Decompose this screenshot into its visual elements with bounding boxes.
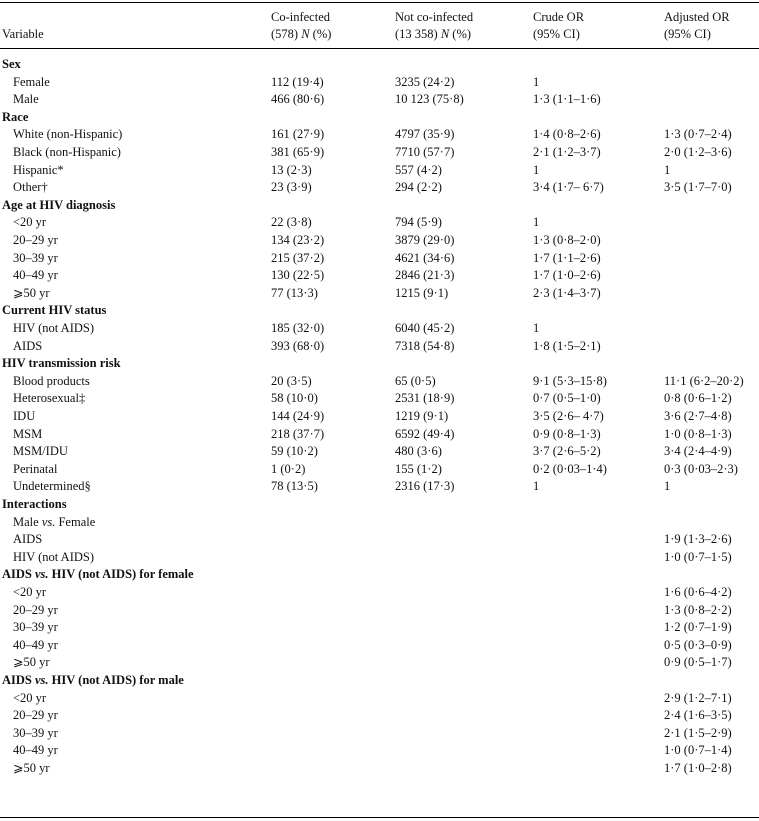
cell-adjusted-or: 2·9 (1·2–7·1) [664,690,732,705]
cell-adjusted-or: 1·3 (0·7–2·4) [664,127,732,142]
table-row [0,320,759,338]
table-row [0,144,759,162]
table-row [0,654,759,672]
cell-not-coinfected: 4621 (34·6) [395,250,455,265]
table-row [0,267,759,285]
header-bottom-rule [0,48,759,49]
cell-not-coinfected: 3879 (29·0) [395,233,455,247]
row-label: AIDS [13,532,43,547]
row-label: MSM/IDU [13,444,68,459]
cell-crude-or: 1 [533,215,540,230]
row-label: 40–49 yr [13,268,58,283]
cell-crude-or: 0·9 (0·8–1·3) [533,426,601,441]
cell-crude-or: 1·7 (1·0–2·6) [533,268,601,283]
cell-not-coinfected: 6040 (45·2) [395,321,455,335]
section-header-row [0,672,759,690]
section-header-row [0,56,759,74]
cell-crude-or: 1·7 (1·1–2·6) [533,250,601,265]
table-row [0,338,759,356]
table-row [0,760,759,778]
row-label: 30–39 yr [13,620,58,635]
header-variable-label: Variable [2,27,44,41]
cell-adjusted-or: 0·9 (0·5–1·7) [664,655,732,670]
row-label: HIV (not AIDS) [13,549,95,564]
row-label: 30–39 yr [13,725,58,740]
cell-coinfected: 218 (37·7) [271,426,325,441]
table-row [0,619,759,637]
cell-coinfected: 112 (19·4) [271,74,324,89]
row-label: 40–49 yr [13,743,58,758]
table-row [0,742,759,760]
table-row [0,514,759,532]
row-label: Perinatal [13,461,58,476]
section-label: Sex [2,57,21,71]
row-label: Male [13,92,39,107]
table-bottom-rule [0,817,759,818]
table-row [0,584,759,602]
table-row [0,690,759,708]
section-header-row [0,197,759,215]
table-row [0,602,759,620]
table-row [0,531,759,549]
section-label: Race [2,109,29,124]
cell-adjusted-or: 1·6 (0·6–4·2) [664,585,732,599]
row-label: Male vs. Female [13,514,96,529]
cell-not-coinfected: 6592 (49·4) [395,426,455,441]
cell-coinfected: 59 (10·2) [271,444,318,459]
cell-not-coinfected: 3235 (24·2) [395,74,455,89]
cell-not-coinfected: 4797 (35·9) [395,127,455,142]
cell-not-coinfected: 1219 (9·1) [395,409,449,423]
cell-coinfected: 134 (23·2) [271,233,325,247]
cell-crude-or: 2·1 (1·2–3·7) [533,145,601,159]
cell-adjusted-or: 1·0 (0·7–1·4) [664,743,732,758]
cell-not-coinfected: 65 (0·5) [395,373,436,388]
cell-adjusted-or: 1·0 (0·8–1·3) [664,426,732,441]
cell-adjusted-or: 3·5 (1·7–7·0) [664,180,732,195]
cell-crude-or: 3·7 (2·6–5·2) [533,444,601,459]
row-label: ⩾50 yr [13,285,50,300]
section-label: Interactions [2,497,67,511]
header-adjusted-line1: Adjusted OR [664,10,730,24]
table-row [0,637,759,655]
cell-not-coinfected: 7318 (54·8) [395,338,455,353]
cell-coinfected: 393 (68·0) [271,338,325,353]
cell-coinfected: 78 (13·5) [271,479,318,494]
section-label: HIV transmission risk [2,356,121,371]
cell-crude-or: 1·4 (0·8–2·6) [533,127,601,142]
cell-coinfected: 13 (2·3) [271,162,312,177]
header-crude-line2: (95% CI) [533,27,580,41]
header-not-coinfected [395,9,473,43]
cell-coinfected: 58 (10·0) [271,391,318,406]
cell-not-coinfected: 7710 (57·7) [395,145,455,159]
table-row [0,179,759,197]
table-row [0,725,759,743]
cell-coinfected: 1 (0·2) [271,461,306,476]
row-label: 20–29 yr [13,708,58,723]
section-header-row [0,109,759,127]
cell-not-coinfected: 2846 (21·3) [395,268,455,283]
row-label: White (non-Hispanic) [13,127,123,142]
cell-coinfected: 161 (27·9) [271,127,325,142]
table-row [0,74,759,92]
table-row [0,408,759,426]
header-crude-line1: Crude OR [533,10,585,24]
row-label: 20–29 yr [13,602,58,617]
cell-not-coinfected: 10 123 (75·8) [395,92,464,107]
cell-coinfected: 381 (65·9) [271,145,325,159]
table-row [0,214,759,232]
table-row [0,549,759,567]
row-label: Female [13,74,50,89]
row-label: HIV (not AIDS) [13,321,95,335]
cell-crude-or: 1 [533,479,540,494]
cell-crude-or: 1·3 (0·8–2·0) [533,233,601,247]
table-row [0,707,759,725]
section-header-row [0,496,759,514]
row-label: <20 yr [13,215,47,230]
table-row [0,250,759,268]
section-label: Age at HIV diagnosis [2,197,116,212]
cell-crude-or: 1·8 (1·5–2·1) [533,338,601,353]
cell-adjusted-or: 1 [664,162,671,177]
header-coinfected-line1: Co-infected [271,10,331,24]
cell-crude-or: 0·2 (0·03–1·4) [533,461,607,476]
cell-crude-or: 0·7 (0·5–1·0) [533,391,601,406]
cell-crude-or: 1 [533,321,540,335]
row-label: IDU [13,409,36,423]
row-label: Undetermined§ [13,479,91,494]
header-adjusted-or [664,9,730,43]
cell-coinfected: 144 (24·9) [271,409,325,423]
row-label: ⩾50 yr [13,655,50,670]
row-label: 40–49 yr [13,637,58,652]
cell-adjusted-or: 3·6 (2·7–4·8) [664,409,732,423]
section-label: Current HIV status [2,303,107,318]
header-coinfected [271,9,331,43]
cell-not-coinfected: 480 (3·6) [395,444,442,459]
table-row [0,373,759,391]
cell-not-coinfected: 557 (4·2) [395,162,442,177]
cell-adjusted-or: 2·1 (1·5–2·9) [664,725,732,740]
row-label: Other† [13,180,48,195]
section-header-row [0,355,759,373]
table-row [0,162,759,180]
cell-adjusted-or: 1·9 (1·3–2·6) [664,532,732,547]
cell-adjusted-or: 0·8 (0·6–1·2) [664,391,732,406]
header-not-coinfected-line2: (13 358) N (%) [395,27,472,41]
cell-coinfected: 215 (37·2) [271,250,325,265]
row-label: Blood products [13,373,90,388]
table-row [0,285,759,303]
cell-adjusted-or: 1 [664,479,671,494]
cell-crude-or: 9·1 (5·3–15·8) [533,373,607,388]
cell-not-coinfected: 1215 (9·1) [395,285,449,300]
section-header-row [0,566,759,584]
header-not-coinfected-line1: Not co-infected [395,10,474,24]
section-label: AIDS vs. HIV (not AIDS) for male [2,673,184,687]
table-row [0,478,759,496]
table-row [0,91,759,109]
section-label: AIDS vs. HIV (not AIDS) for female [2,567,194,582]
cell-crude-or: 1·3 (1·1–1·6) [533,92,601,107]
table-top-rule [0,2,759,3]
cell-adjusted-or: 2·0 (1·2–3·6) [664,145,732,159]
cell-not-coinfected: 2316 (17·3) [395,479,455,494]
cell-coinfected: 23 (3·9) [271,180,312,195]
header-variable [2,26,44,43]
cell-crude-or: 3·4 (1·7– 6·7) [533,180,604,195]
cell-adjusted-or: 0·5 (0·3–0·9) [664,637,732,652]
cell-not-coinfected: 794 (5·9) [395,215,442,230]
cell-not-coinfected: 294 (2·2) [395,180,442,195]
header-coinfected-line2: (578) N (%) [271,27,332,41]
cell-adjusted-or: 1·2 (0·7–1·9) [664,620,732,635]
row-label: Hispanic* [13,162,64,177]
cell-coinfected: 22 (3·8) [271,215,312,230]
cell-not-coinfected: 155 (1·2) [395,461,442,476]
cell-adjusted-or: 0·3 (0·03–2·3) [664,461,738,476]
row-label: <20 yr [13,585,47,599]
cell-adjusted-or: 1·3 (0·8–2·2) [664,602,732,617]
cell-crude-or: 3·5 (2·6– 4·7) [533,409,604,423]
cell-crude-or: 2·3 (1·4–3·7) [533,285,601,300]
row-label: MSM [13,426,43,441]
table-row [0,461,759,479]
table-row [0,126,759,144]
row-label: Heterosexual‡ [13,391,86,406]
cell-adjusted-or: 1·7 (1·0–2·8) [664,761,732,775]
row-label: Black (non-Hispanic) [13,145,121,159]
table-row [0,390,759,408]
row-label: 30–39 yr [13,250,58,265]
cell-adjusted-or: 1·0 (0·7–1·5) [664,549,732,564]
table-row [0,443,759,461]
header-adjusted-line2: (95% CI) [664,27,711,41]
cell-adjusted-or: 2·4 (1·6–3·5) [664,708,732,723]
cell-crude-or: 1 [533,74,540,89]
cell-adjusted-or: 11·1 (6·2–20·2) [664,373,744,388]
row-label: 20–29 yr [13,233,58,247]
row-label: ⩾50 yr [13,761,50,775]
cell-coinfected: 466 (80·6) [271,92,325,107]
table-row [0,426,759,444]
cell-coinfected: 20 (3·5) [271,373,312,388]
section-header-row [0,302,759,320]
cell-crude-or: 1 [533,162,540,177]
table-row [0,232,759,250]
cell-adjusted-or: 3·4 (2·4–4·9) [664,444,732,459]
row-label: AIDS [13,338,43,353]
cell-coinfected: 130 (22·5) [271,268,325,283]
cell-not-coinfected: 2531 (18·9) [395,391,455,406]
header-crude-or [533,9,584,43]
cell-coinfected: 77 (13·3) [271,285,318,300]
cell-coinfected: 185 (32·0) [271,321,325,335]
row-label: <20 yr [13,690,47,705]
